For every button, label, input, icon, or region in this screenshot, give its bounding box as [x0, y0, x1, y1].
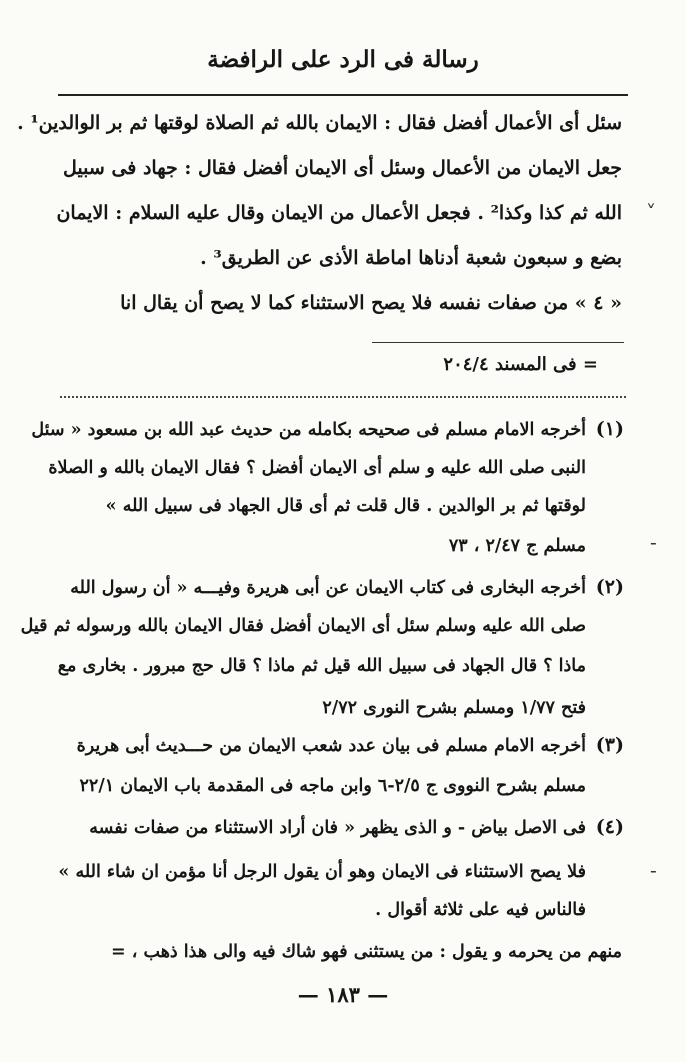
margin-mark: -: [650, 530, 657, 554]
margin-mark: ˅: [646, 200, 656, 224]
footnote-line: فالناس فيه على ثلاثة أقوال .: [375, 900, 586, 920]
footnote-line: أخرجه البخارى فى كتاب الايمان عن أبى هريرة وفيـــه « أن رسول الله: [70, 578, 586, 598]
footnote-line: منهم من يحرمه و يقول : من يستثنى فهو شاك فيه والى هذا ذهب ، =: [111, 942, 622, 962]
footnote-line: صلى الله عليه وسلم سئل أى الايمان أفضل فقال الايمان بالله ورسوله ثم قيل: [20, 616, 586, 636]
footnote-continuation: = فى المسند ٢٠٤/٤: [443, 354, 598, 375]
footnote-separator: [372, 342, 624, 343]
footnote-line: فى الاصل بياض - و الذى يظهر « فان أراد الاستثناء من صفات نفسه: [89, 818, 586, 838]
header-rule: [58, 94, 628, 96]
body-line-2: جعل الايمان من الأعمال وسئل أى الايمان أفضل فقال : جهاد فى سبيل: [63, 157, 622, 179]
footnote-line: مسلم بشرح النووى ج ٢/٥-٦ وابن ماجه فى المقدمة باب الايمان ٢٢/١: [79, 776, 586, 796]
running-header: رسالة فى الرد على الرافضة: [207, 46, 479, 73]
body-line-1: سئل أى الأعمال أفضل فقال : الايمان بالله ثم الصلاة لوقتها ثم بر الوالدين¹ .: [17, 112, 622, 134]
footnote-line: مسلم ج ٢/٤٧ ، ٧٣: [448, 536, 586, 556]
footnote-line: أخرجه الامام مسلم فى بيان عدد شعب الايمان من حـــديث أبى هريرة: [76, 736, 586, 756]
footnote-line: لوقتها ثم بر الوالدين . قال قلت ثم أى قال الجهاد فى سبيل الله »: [105, 496, 586, 516]
footnote-line: أخرجه الامام مسلم فى صحيحه بكامله من حديث عبد الله بن مسعود « سئل: [31, 420, 586, 440]
footnote-number: (١): [595, 418, 624, 440]
footnote-wavy-rule: [60, 396, 626, 398]
body-line-4: بضع و سبعون شعبة أدناها اماطة الأذى عن الطريق³ .: [200, 247, 622, 269]
footnote-number: (٣): [595, 734, 624, 756]
margin-mark: -: [650, 858, 657, 882]
footnote-number: (٢): [595, 576, 624, 598]
page-number: — ١٨٣ —: [297, 982, 389, 1007]
footnote-line: النبى صلى الله عليه و سلم أى الايمان أفضل ؟ فقال الايمان بالله و الصلاة: [48, 458, 586, 478]
footnote-number: (٤): [595, 816, 624, 838]
footnote-line: ماذا ؟ قال الجهاد فى سبيل الله قيل ثم ماذا ؟ قال حج مبرور . بخارى مع: [57, 656, 586, 676]
footnote-line: فلا يصح الاستثناء فى الايمان وهو أن يقول الرجل أنا مؤمن ان شاء الله »: [58, 862, 586, 882]
footnote-line: فتح ١/٧٧ ومسلم بشرح النورى ٢/٧٢: [322, 698, 586, 718]
body-line-5: « ٤ » من صفات نفسه فلا يصح الاستثناء كما لا يصح أن يقال انا: [120, 292, 622, 314]
body-line-3: الله ثم كذا وكذا² . فجعل الأعمال من الايمان وقال عليه السلام : الايمان: [56, 202, 622, 224]
